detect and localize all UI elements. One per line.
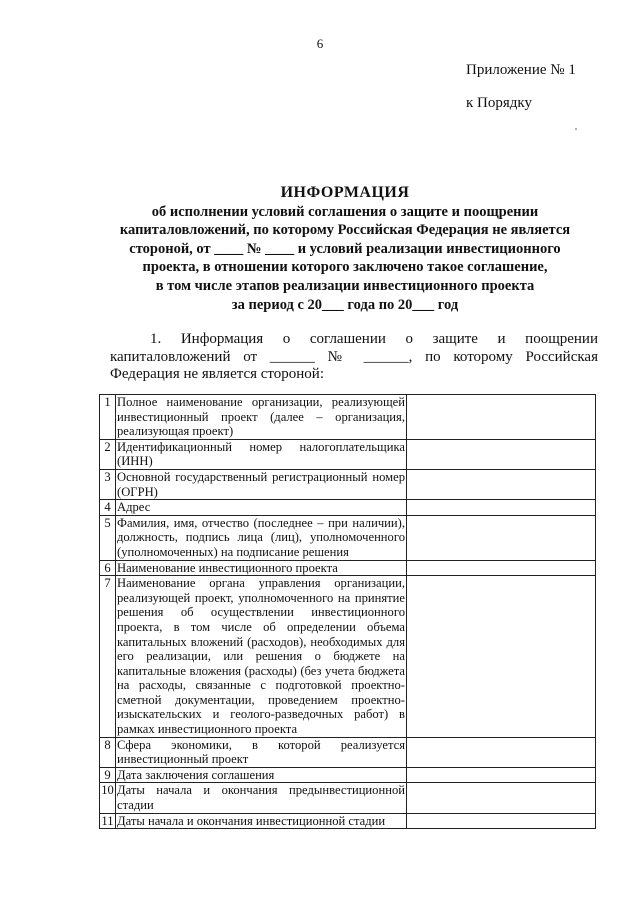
row-label: Даты начала и окончания предынвестиционной стадии xyxy=(117,783,405,813)
appendix-number: Приложение № 1 xyxy=(466,62,576,78)
table-row xyxy=(100,576,596,738)
page-number: 6 xyxy=(316,36,324,51)
row-label: Идентификационный номер налогоплательщика (ИНН) xyxy=(117,439,405,469)
table-row xyxy=(100,813,596,829)
row-number: 8 xyxy=(100,737,116,767)
row-value-cell[interactable] xyxy=(407,469,596,499)
table-row xyxy=(100,469,596,499)
row-number: 9 xyxy=(100,767,116,783)
row-number: 1 xyxy=(100,395,116,440)
row-value-cell[interactable] xyxy=(407,813,596,829)
table-row xyxy=(100,560,596,576)
row-label: Наименование инвестиционного проекта xyxy=(116,560,407,576)
title-line: капиталовложений, по которому Российская Федерация не является xyxy=(119,222,571,239)
row-number: 3 xyxy=(100,469,116,499)
agreement-info-table xyxy=(99,394,596,829)
row-label: Фамилия, имя, отчество (последнее – при наличии), должность, подпись лица (лиц), уполномоченного (уполномоченных) на подписание решения xyxy=(117,515,405,559)
row-label: Адрес xyxy=(116,500,407,516)
row-label: Дата заключения соглашения xyxy=(116,767,407,783)
row-value-cell[interactable] xyxy=(407,500,596,516)
row-label: Наименование органа управления организации, реализующей проект, уполномоченного на принятие решения об осуществлении инвестиционного проекта, в том числе об определении объема капитальных вложений (расходов), необходимых для его реализации, или решения о бюджете на капитальные вложения (расходы) (без учета бюджета на расходы, связанные с подготовкой проектно-сметной документации, проведением проектно-изыскательских и геолого-разведочных работ) в рамках инвестиционного проекта xyxy=(117,576,405,737)
row-value-cell[interactable] xyxy=(407,439,596,469)
title-line: проекта, в отношении которого заключено такое соглашение, xyxy=(142,259,548,276)
title-line: стороной, от ____ № ____ и условий реализации инвестиционного xyxy=(129,240,561,257)
row-label: Даты начала и окончания инвестиционной стадии xyxy=(116,813,407,829)
row-number: 7 xyxy=(100,576,116,738)
title-line: за период с 20___ года по 20___ год xyxy=(231,296,459,313)
table-row xyxy=(100,439,596,469)
document-title xyxy=(110,184,580,314)
section-1-intro xyxy=(110,331,598,384)
table-row xyxy=(100,395,596,440)
row-value-cell[interactable] xyxy=(407,560,596,576)
appendix-reference: к Порядку xyxy=(466,95,532,111)
title-line: об исполнении условий соглашения о защите и поощрении xyxy=(151,203,539,220)
title-line: в том числе этапов реализации инвестиционного проекта xyxy=(155,277,535,294)
row-number: 10 xyxy=(100,783,116,813)
section-1-text: капиталовложений от ______ № ______, по которому Российская Федерация не является стороной: xyxy=(110,348,598,382)
table-row xyxy=(100,737,596,767)
row-number: 11 xyxy=(101,813,114,828)
row-label: Сфера экономики, в которой реализуется инвестиционный проект xyxy=(117,737,405,767)
row-label: Основной государственный регистрационный номер (ОГРН) xyxy=(117,469,405,499)
row-value-cell[interactable] xyxy=(407,395,596,440)
row-number: 5 xyxy=(100,515,116,560)
row-value-cell[interactable] xyxy=(407,737,596,767)
row-value-cell[interactable] xyxy=(407,515,596,560)
table-row xyxy=(100,783,596,813)
row-number: 4 xyxy=(100,500,116,516)
title-heading: ИНФОРМАЦИЯ xyxy=(280,184,410,201)
row-value-cell[interactable] xyxy=(407,576,596,738)
row-value-cell[interactable] xyxy=(407,767,596,783)
scan-speck xyxy=(575,128,577,130)
row-value-cell[interactable] xyxy=(407,783,596,813)
section-1-first-line: 1. Информация о соглашении о защите и поощрении xyxy=(150,331,598,347)
row-label: Полное наименование организации, реализующей инвестиционный проект (далее – организация, реализующая проект) xyxy=(117,395,405,439)
row-number: 6 xyxy=(100,560,116,576)
table-row xyxy=(100,500,596,516)
table-row xyxy=(100,515,596,560)
row-number: 2 xyxy=(100,439,116,469)
table-row xyxy=(100,767,596,783)
